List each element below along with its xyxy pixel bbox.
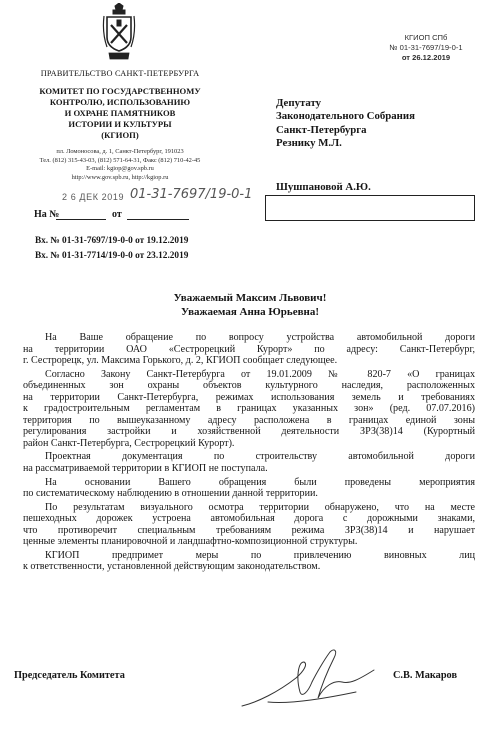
outgoing-date-stamp: 2 6 ДЕК 2019 [62, 192, 125, 202]
stamp-line: КГИОП СПб [404, 33, 448, 42]
body-line: к ответственности, установленной действующим законодательством. [23, 561, 321, 573]
committee-line: И ОХРАНЕ ПАМЯТНИКОВ [64, 108, 176, 118]
body-paragraph [23, 369, 475, 450]
committee-line: (КГИОП) [101, 130, 139, 140]
body-paragraph [23, 451, 475, 474]
signatory-name: С.В. Макаров [393, 670, 457, 681]
greeting-line: Уважаемый Максим Львович! [173, 292, 327, 304]
incoming-reference: Вх. № 01-31-7714/19-0-0 от 23.12.2019 [35, 251, 189, 261]
handwritten-outgoing-number: 01-31-7697/19-0-1 [130, 187, 253, 202]
body-line: КГИОП предпримет меры по привлечению виновных лиц [45, 549, 475, 561]
greeting-line: Уважаемая Анна Юрьевна! [180, 306, 320, 318]
address-line: E-mail: kgiop@gov.spb.ru [86, 165, 154, 173]
address-line: пл. Ломоносова, д. 1, Санкт-Петербург, 191023 [56, 148, 184, 155]
address-line: Тел. (812) 315-43-03, (812) 571-64-31, Факс (812) 710-42-45 [39, 156, 201, 164]
body-line: пешеходных дорожек устроена автомобильная дорога с дорожными знаками, [23, 513, 475, 525]
registration-stamp [386, 33, 466, 63]
addressee-line: Резнику М.Л. [276, 136, 342, 149]
body-paragraph [23, 332, 475, 367]
reply-date-line [127, 219, 189, 220]
addressee-line: Законодательного Собрания [276, 110, 415, 123]
body-paragraph [23, 502, 475, 548]
reply-number-label: На № [34, 209, 60, 220]
redacted-box [265, 195, 475, 221]
reply-number-line [56, 219, 106, 220]
coat-of-arms-emblem [101, 3, 137, 61]
committee-line: КОМИТЕТ ПО ГОСУДАРСТВЕННОМУ [39, 86, 201, 96]
body-line: что противоречит специальным требованиям режима ЗРЗ(38)14 и нарушает [23, 524, 475, 536]
body-line: г. Сестрорецк, ул. Максима Горького, д. 2, КГИОП сообщает следующее. [23, 355, 338, 366]
body-line: ценные элементы планировочной и ландшафтно-композиционной структуры. [23, 536, 358, 548]
body-paragraph [23, 550, 475, 573]
signatory-title: Председатель Комитета [14, 670, 125, 681]
body-paragraph [23, 477, 475, 500]
address-line: http://www.gov.spb.ru, http://kgiop.ru [71, 174, 169, 182]
committee-line: ИСТОРИИ И КУЛЬТУРЫ [68, 119, 172, 129]
body-line: к градостроительным регламентам в границах указанных зон» (ред. 07.07.2016) [23, 403, 475, 415]
second-addressee: Шушпановой А.Ю. [276, 181, 371, 193]
stamp-line: от 26.12.2019 [401, 53, 451, 62]
body-line: территория по вышеуказанному адресу расположена в границах единой зоны [23, 414, 475, 426]
body-line: на рассматриваемой территории в КГИОП не поступала. [23, 462, 268, 474]
body-line: район Санкт-Петербурга, Сестрорецкий Курорт). [23, 437, 235, 449]
body-line: регулирования застройки и хозяйственной деятельности ЗРЗ(38)14 (Курортный [23, 426, 475, 438]
body-line: По результатам визуального осмотра территории обнаружено, что на месте [45, 501, 475, 513]
committee-address [14, 148, 226, 183]
letter-body [23, 332, 475, 575]
addressee-line: Санкт-Петербурга [276, 123, 367, 136]
body-line: На Ваше обращение по вопросу устройства автомобильной дороги [45, 332, 475, 343]
handwritten-signature [238, 640, 378, 715]
body-line: по систематическому наблюдению в отношении данной территории. [23, 488, 318, 500]
body-line: Проектная документация по строительству автомобильной дороги [45, 451, 475, 463]
body-line: объединенных зон охраны объектов культурного наследия, расположенных [23, 380, 475, 392]
body-line: на территории ОАО «Сестрорецкий Курорт» по адресу: Санкт-Петербург, [23, 343, 475, 355]
incoming-reference: Вх. № 01-31-7697/19-0-0 от 19.12.2019 [35, 236, 189, 246]
reply-date-label: от [112, 209, 122, 220]
body-line: Согласно Закону Санкт-Петербурга от 19.01.2009 № 820-7 «О границах [45, 368, 475, 380]
committee-line: КОНТРОЛЮ, ИСПОЛЬЗОВАНИЮ [49, 97, 191, 107]
body-line: на территории Санкт-Петербурга, режимах использования земель и требованиях [23, 391, 475, 403]
stamp-line: № 01-31-7697/19-0-1 [389, 43, 463, 52]
committee-name [20, 86, 220, 141]
body-line: На основании Вашего обращения были проведены мероприятия [45, 476, 475, 488]
addressee-block [276, 97, 415, 150]
addressee-line: Депутату [276, 97, 322, 109]
government-name: ПРАВИТЕЛЬСТВО САНКТ-ПЕТЕРБУРГА [40, 69, 200, 78]
